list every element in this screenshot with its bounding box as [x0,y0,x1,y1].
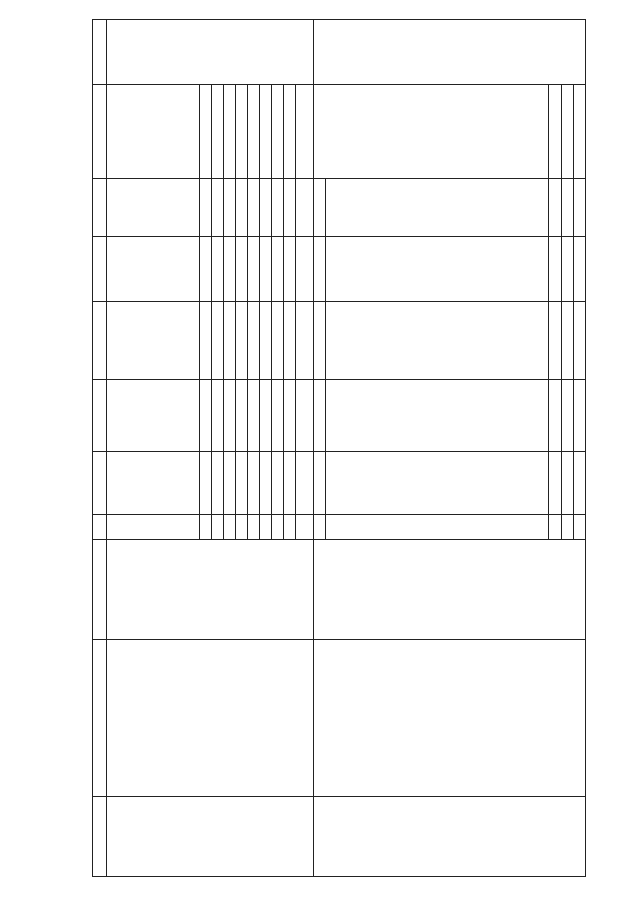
row-line [199,85,200,540]
header-col-4 [92,515,106,540]
row-line [325,179,326,540]
col-sep-3 [92,539,586,540]
row-line [548,85,549,540]
header-col-11 [92,19,106,85]
header-col-1 [92,797,106,877]
col-sep-2 [92,639,586,640]
row-line [235,85,236,540]
col-sep-10 [92,84,586,85]
col-sep-5 [92,451,586,452]
table-frame [92,19,586,877]
header-col-9 [92,179,106,237]
row-line [211,85,212,540]
row-line [561,85,562,540]
col-sep-4 [92,514,586,515]
row-line [271,85,272,540]
col-sep-6 [92,379,586,380]
col-sep-8 [92,236,586,237]
header-col-7 [92,302,106,380]
header-col-10 [92,85,106,179]
header-separator [106,19,107,877]
row-line [247,85,248,540]
budget-table [92,19,586,877]
header-col-8 [92,237,106,302]
row-line [295,85,296,540]
col-sep-7 [92,301,586,302]
row-line [223,85,224,540]
col-sep-9 [92,178,586,179]
header-col-6 [92,380,106,452]
row-line [259,85,260,540]
section-separator [313,19,314,877]
header-col-5 [92,452,106,515]
header-col-3 [92,540,106,640]
header-col-2 [92,640,106,797]
row-line [573,85,574,540]
row-line [283,85,284,540]
col-sep-1 [92,796,586,797]
